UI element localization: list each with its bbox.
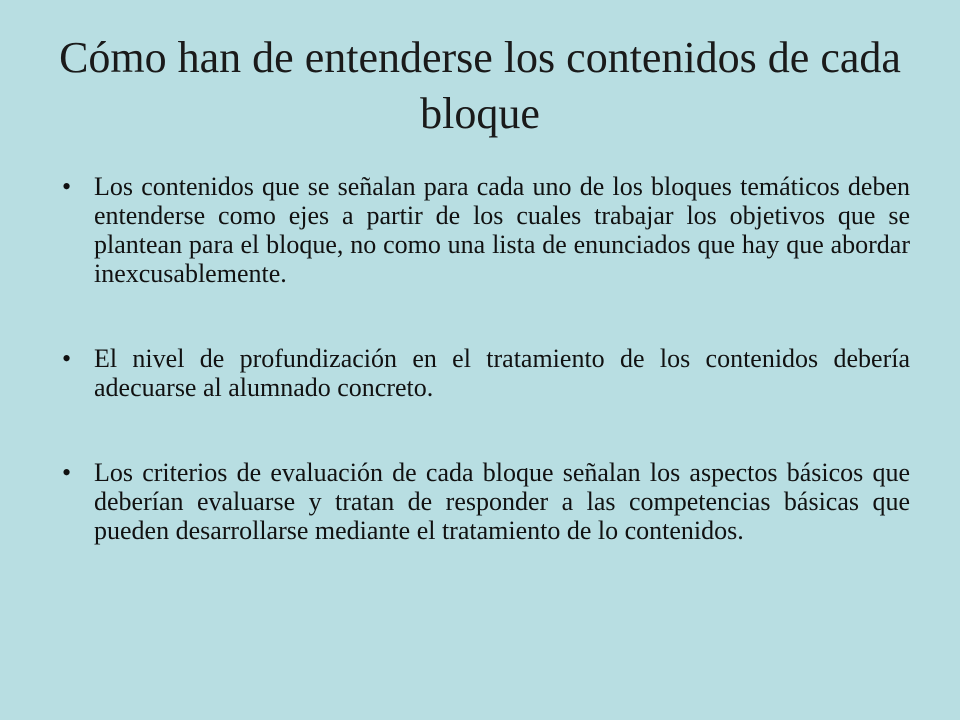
- bullet-item-1: [62, 172, 910, 288]
- bullet-text: El nivel de profundización en el tratamiento de los contenidos debería adecuarse al alumnado concreto.: [94, 344, 910, 402]
- bullet-dot-icon: •: [62, 172, 72, 201]
- bullet-text: Los criterios de evaluación de cada bloque señalan los aspectos básicos que deberían evaluarse y tratan de responder a las competencias básicas que pueden desarrollarse mediante el tratamiento de lo contenidos.: [94, 458, 910, 545]
- bullet-dot-icon: •: [62, 458, 72, 487]
- bullet-dot-icon: •: [62, 344, 72, 373]
- slide-title: Cómo han de entenderse los contenidos de cada bloque: [59, 33, 901, 138]
- bullet-text: Los contenidos que se señalan para cada uno de los bloques temáticos deben entenderse como ejes a partir de los cuales trabajar los objetivos que se plantean para el bloque, no como una lista de enunciados que hay que abordar inexcusablemente.: [94, 172, 910, 288]
- bullet-list: [62, 172, 910, 601]
- bullet-item-3: [62, 458, 910, 545]
- bullet-item-2: [62, 344, 910, 402]
